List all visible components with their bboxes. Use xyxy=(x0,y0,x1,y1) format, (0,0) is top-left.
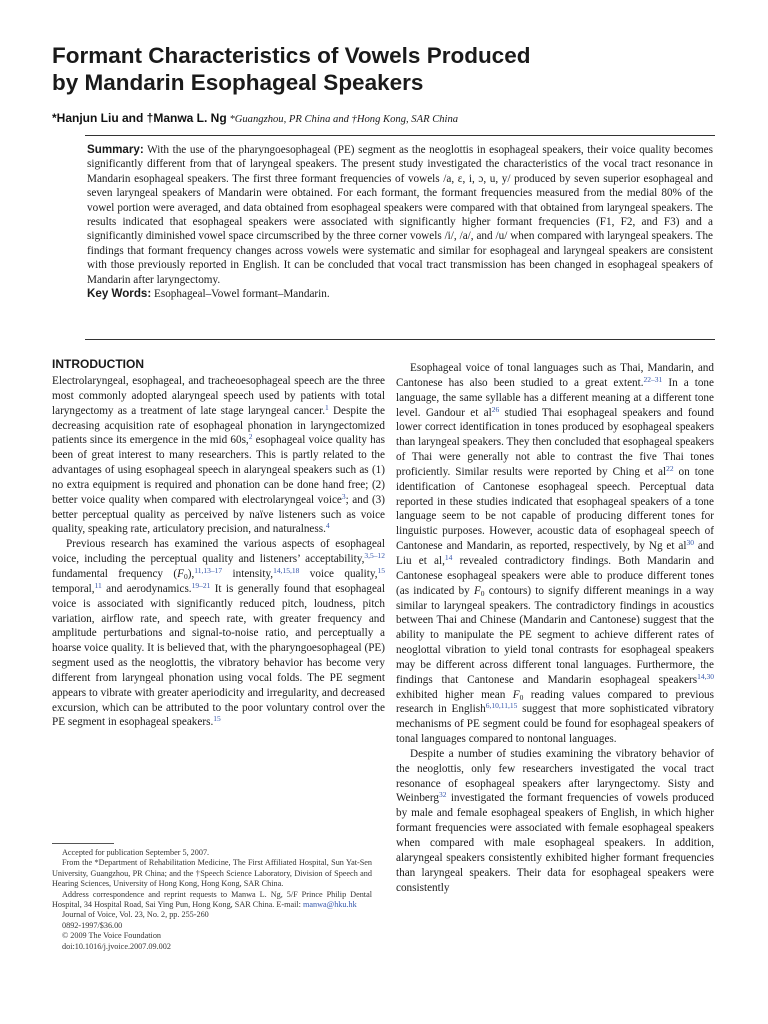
footnote-address xyxy=(52,890,372,911)
citation[interactable]: 14,15,18 xyxy=(273,565,300,575)
footnote-journal: Journal of Voice, Vol. 23, No. 2, pp. 255-260 xyxy=(62,910,209,920)
email-link[interactable]: manwa@hku.hk xyxy=(303,900,357,910)
keywords-text: Esophageal–Vowel formant–Mandarin. xyxy=(154,288,330,301)
citation[interactable]: 11,13–17 xyxy=(194,565,223,575)
footnote-block xyxy=(52,848,372,952)
summary-text: With the use of the pharyngoesophageal (PE) segment as the neoglottis in esophageal speakers, their voice quality becomes significantly different from that of laryngeal speakers. The present study investigated the characteristics of the vocal tract resonance in Mandarin esophageal speakers. The first three formant frequencies of vowels /a, ε, i, ɔ, u, y/ produced by seven superior esophageal and seven laryngeal speakers of Mandarin were obtained. For each formant, the formant frequencies measured from the medial 80% of the vowel portion were averaged, and data obtained from esophageal speakers were compared with that obtained from laryngeal speakers. The results indicated that esophageal speakers were associated with significantly higher formant frequencies (F1, F2, and F3) and a significantly diminished vowel space circumscribed by the three corner vowels /i/, /a/, and /u/ when compared with laryngeal speakers. The findings that formant frequency changes across vowels were systematic and similar for esophageal and laryngeal speakers are consistent with those previously reported in English. It can be concluded that vocal tract transmission has been changed in esophageal speakers of Mandarin after laryngectomy. xyxy=(87,144,713,286)
body-paragraph: Despite a number of studies examining the vibratory behavior of the neoglottis, only few researchers investigated the vocal tract resonance of esophageal speakers after laryngectomy. Sisty and Weinberg$^{32}$ investigated the formant frequencies of vowels produced by male and female esophageal speakers of English, in which higher formant frequencies were associated with female esophageal speakers when compared with male esophageal speakers. In addition, alaryngeal speakers consistently exhibited higher formant frequencies than laryngeal speakers. Their data for esophageal speakers were consistently xyxy=(396,747,714,894)
summary-top-rule xyxy=(85,135,715,136)
section-heading: INTRODUCTION xyxy=(52,357,144,371)
footnote-price: 0892-1997/$36.00 xyxy=(62,920,123,930)
abstract-paragraph xyxy=(87,143,713,287)
citation[interactable]: 3 xyxy=(341,491,346,501)
title-line-2: by Mandarin Esophageal Speakers xyxy=(52,70,424,95)
summary-bottom-rule xyxy=(85,339,715,340)
citation[interactable]: 30 xyxy=(686,538,694,548)
abstract-block xyxy=(87,143,713,301)
citation[interactable]: 1 xyxy=(325,402,329,412)
citation[interactable]: 2 xyxy=(248,432,253,442)
citation[interactable]: 19–21 xyxy=(191,580,211,590)
citation[interactable]: 32 xyxy=(439,790,447,800)
footnote-rule xyxy=(52,843,114,844)
citation[interactable]: 22 xyxy=(666,463,674,473)
body-paragraph: Electrolaryngeal, esophageal, and tracheoesophageal speech are the three most commonly adopted alaryngeal speech used by patients with total laryngectomy as a treatment of late stage laryngeal cancer.$^1$ Despite the decreasing acquisition rate of esophageal phonation in laryngectomized patients since its emergence in the mid 60s,$^2$ esophageal voice quality has been of great interest to many researchers. This is partly related to the advantages of using esophageal speech in alaryngeal speakers such as (1) no extra equipment is required and phonation can be done hand free; (2) better voice quality when compared with electrolaryngeal voice$^3$; and (3) better perceptual quality as perceived by naïve listeners such as voice quality, speaking rate, articulatory precision, and naturalness.$^4$ xyxy=(52,375,385,536)
citation[interactable]: 14 xyxy=(444,552,453,562)
citation[interactable]: 3,5–12 xyxy=(364,551,385,561)
author-affiliation: *Guangzhou, PR China and †Hong Kong, SAR China xyxy=(229,114,459,125)
footnote-copyright: © 2009 The Voice Foundation xyxy=(62,931,162,941)
citation[interactable]: 4 xyxy=(325,521,330,531)
summary-label: Summary: xyxy=(87,143,144,156)
body-paragraph: Esophageal voice of tonal languages such as Thai, Mandarin, and Cantonese has also been studied to a great extent.$^{22-31}$ In a tone language, the same syllable has a different meaning at a different tone level. Gandour et $al^{26}$ studied Thai esophageal speakers and found lower correct identification in tones produced by esophageal speakers than laryngeal speakers. They then concluded that esophageal speakers of Thai were generally not able to contrast the five Thai tones proficiently. Similar results were reported by Ching et $al^{22}$ on tone identification of Cantonese esophageal speech. Perceptual data reported in these studies indicated that esophageal speakers of a tone language seem to be not capable of producing different tones for linguistic purposes. However, acoustic data of esophageal speech of Cantonese and Mandarin, as reported, respectively, by Ng et $al^{30}$ and Liu et al,$^{14}$ revealed contradictory findings. Both Mandarin and Cantonese esophageal speakers were able to produce different tones (as indicated by $F_0$ contours) to signify different meanings in a way similar to laryngeal speakers. The contradictory findings in acoustics between Thai and Chinese (Mandarin and Cantonese) suggest that the ability to manipulate the PE segment to achieve different rates of neoglottal vibration to yield tonal contrasts for esophageal speakers may be different across different tonal languages. Furthermore, the findings that Cantonese and Mandarin esophageal speakers$^{14,30}$ exhibited higher mean $F_0$ reading values compared to previous research in English$^{6,10,11,15}$ suggest that more sophisticated vibratory mechanisms of PE segment could be found for esophageal speakers of tonal languages compared to nontonal languages. xyxy=(396,362,715,746)
footnote-address-text: Address correspondence and reprint requests to Manwa L. Ng, 5/F Prince Philip Dental Hospital, 34 Hospital Road, Sai Ying Pun, Hong Kong, SAR China. E-mail: xyxy=(52,889,372,910)
left-column xyxy=(52,357,385,730)
citation[interactable]: 26 xyxy=(491,404,500,414)
footnote-from: From the *Department of Rehabilitation Medicine, The First Affiliated Hospital, Sun Yat-Sen University, Guangzhou, PR China; and the †Speech Science Laboratory, Division of Speech and Hearing Sciences, University of Hong Kong, Hong Kong, SAR China. xyxy=(52,858,372,889)
author-line xyxy=(52,111,732,125)
citation[interactable]: 11 xyxy=(94,580,102,590)
citation[interactable]: 15 xyxy=(213,714,221,724)
paper-title xyxy=(52,42,732,96)
keywords-label: Key Words: xyxy=(87,287,152,301)
right-column xyxy=(396,361,714,895)
footnote-accepted: Accepted for publication September 5, 2007. xyxy=(62,848,210,857)
citation[interactable]: 22–31 xyxy=(643,374,663,384)
citation[interactable]: 14,30 xyxy=(697,671,714,681)
title-line-1: Formant Characteristics of Vowels Produced xyxy=(52,43,531,68)
citation[interactable]: 15 xyxy=(377,565,385,575)
keywords-line xyxy=(87,287,713,301)
citation[interactable]: 6,10,11,15 xyxy=(485,701,518,711)
footnote-doi: doi:10.1016/j.jvoice.2007.09.002 xyxy=(62,941,171,951)
author-names: *Hanjun Liu and †Manwa L. Ng xyxy=(52,111,227,125)
body-paragraph: Previous research has examined the various aspects of esophageal voice, including the perceptual quality and listeners’ acceptability,$^{3,5-12}$ fundamental frequency $(F_0),^{11,13-17}$ intensity,$^{14,15,18}$ voice quality,$^{15}$ temporal,$^{11}$ and aerodynamics.$^{19-21}$ It is generally found that esophageal voice is associated with significantly reduced pitch, loudness, pitch variation, airflow rate, and speech rate, with greater frequency and amplitude perturbations and signal-to-noise ratio, and perceptually a hoarse voice quality. It is believed that, with the pharyngoesophageal (PE) segment used as the neoglottis, the vibratory behavior has become very different from laryngeal phonation using vocal folds. The PE segment appears to vibrate with greater aperiodicity and irregularity, and decreased excursion, which can be attributed to the poor voluntary control over the PE segment in esophageal speakers.$^{15}$ xyxy=(52,538,385,729)
